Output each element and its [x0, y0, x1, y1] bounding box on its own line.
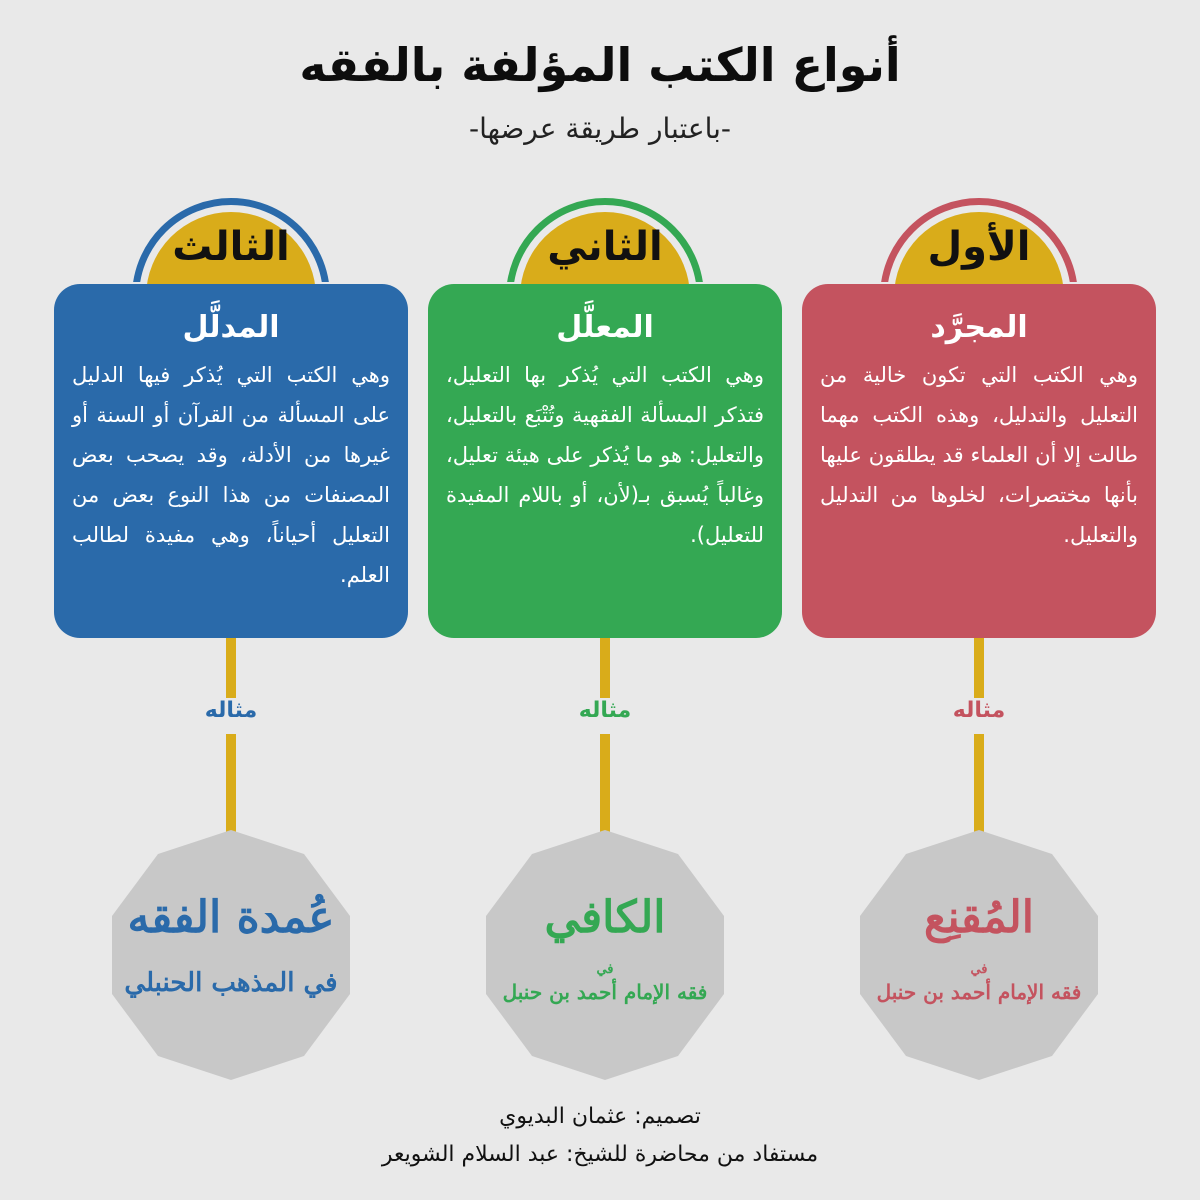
- decagon-shape: [480, 830, 730, 1080]
- book-in: في: [596, 962, 614, 977]
- page-title: أنواع الكتب المؤلفة بالفقه: [299, 38, 901, 92]
- decagon-shape: [106, 830, 356, 1080]
- page-subtitle: -باعتبار طريقة عرضها-: [468, 112, 732, 145]
- example-label: مثاله: [151, 698, 311, 734]
- type-name: المعلَّل: [556, 310, 654, 345]
- book-cover: [854, 830, 1104, 1080]
- example-label: مثاله: [899, 698, 1059, 734]
- source-credit: مستفاد من محاضرة للشيخ: عبد السلام الشويعر: [381, 1142, 819, 1167]
- book-subtitle: في المذهب الحنبلي: [124, 968, 338, 998]
- credits: [0, 1098, 1200, 1174]
- ordinal-label: الثاني: [547, 224, 663, 270]
- type-card: [428, 284, 782, 638]
- example-label: مثاله: [525, 698, 685, 734]
- type-column-first: [802, 190, 1156, 1150]
- book-title: المُقنِع: [923, 892, 1035, 943]
- type-name: المجرَّد: [930, 310, 1028, 345]
- type-card: [54, 284, 408, 638]
- book-subtitle: فقه الإمام أحمد بن حنبل: [876, 980, 1082, 1004]
- type-column-second: [428, 190, 782, 1150]
- book-cover: [106, 830, 356, 1080]
- book-title: عُمدة الفقه: [127, 892, 335, 943]
- book-in: في: [970, 962, 988, 977]
- ordinal-label: الثالث: [172, 224, 290, 270]
- decagon-shape: [854, 830, 1104, 1080]
- type-description: وهي الكتب التي يُذكر بها التعليل، فتذكر المسألة الفقهية وتُتْبَع بالتعليل، والتعليل: هو ما يُذكر على هيئة تعليل، وغالباً يُسبق بـ(لأن، أو باللام المفيدة للتعليل).: [446, 363, 764, 547]
- book-title: الكافي: [544, 892, 666, 943]
- book-subtitle: فقه الإمام أحمد بن حنبل: [502, 980, 708, 1004]
- type-description: وهي الكتب التي تكون خالية من التعليل والتدليل، وهذه الكتب مهما طالت إلا أن العلماء قد يطلقون عليها بأنها مختصرات، لخلوها من التدليل والتعليل.: [820, 363, 1138, 547]
- type-name: المدلَّل: [182, 310, 280, 345]
- book-cover: [480, 830, 730, 1080]
- ordinal-label: الأول: [927, 224, 1031, 270]
- type-column-third: [54, 190, 408, 1150]
- type-card: [802, 284, 1156, 638]
- design-credit: تصميم: عثمان البديوي: [499, 1104, 701, 1129]
- type-description: وهي الكتب التي يُذكر فيها الدليل على المسألة من القرآن أو السنة أو غيرها من الأدلة، وقد يصحب بعض المصنفات من هذا النوع بعض من التعليل أحياناً، وهي مفيدة لطالب العلم.: [72, 363, 390, 587]
